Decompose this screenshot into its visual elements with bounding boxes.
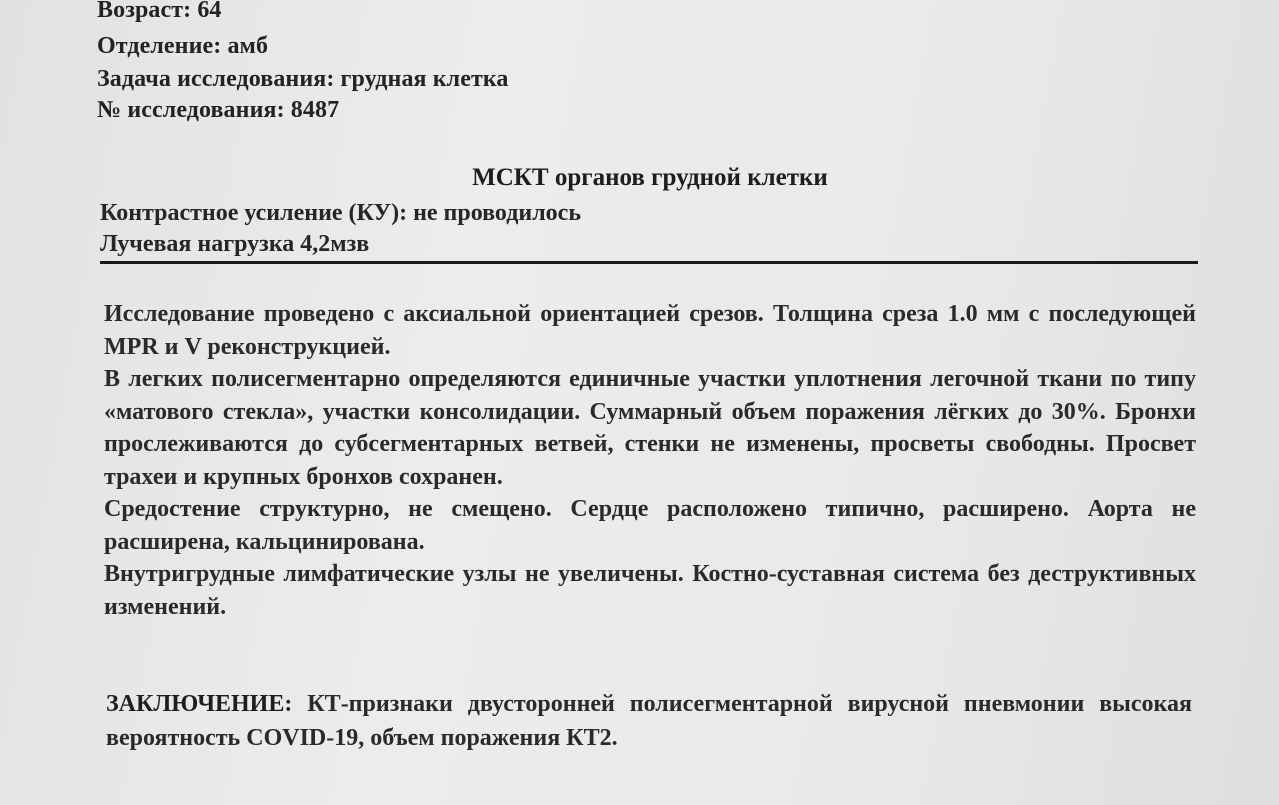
- department: Отделение: амб: [97, 33, 269, 59]
- contrast-line: Контрастное усиление (КУ): не проводилось: [100, 200, 582, 226]
- report-title: МСКТ органов грудной клетки: [472, 164, 828, 191]
- study-number: № исследования: 8487: [97, 97, 340, 123]
- findings: [104, 298, 1196, 623]
- findings-paragraph: Исследование проведено с аксиальной ориентацией срезов. Толщина среза 1.0 мм с последующей MPR и V реконструкцией.: [104, 301, 1196, 360]
- conclusion-label: ЗАКЛЮЧЕНИЕ:: [106, 691, 293, 717]
- divider: [100, 261, 1198, 264]
- findings-paragraph: Внутригрудные лимфатические узлы не увеличены. Костно-суставная система без деструктивных изменений.: [104, 561, 1196, 620]
- study-task: Задача исследования: грудная клетка: [97, 66, 509, 92]
- patient-age: Возраст: 64: [97, 0, 222, 23]
- conclusion-text: КТ-признаки двусторонней полисегментарной вирусной пневмонии высокая вероятность COVID-19, объем поражения КТ2.: [106, 691, 1193, 751]
- findings-paragraph: Средостение структурно, не смещено. Сердце расположено типично, расширено. Аорта не расширена, кальцинирована.: [104, 496, 1196, 555]
- findings-paragraph: В легких полисегментарно определяются единичные участки уплотнения легочной ткани по типу «матового стекла», участки консолидации. Суммарный объем поражения лёгких до 30%. Бронхи прослеживаются до субсегментарных ветвей, стенки не изменены, просветы свободны. Просвет трахеи и крупных бронхов сохранен.: [104, 366, 1196, 490]
- radiation-line: Лучевая нагрузка 4,2мзв: [100, 231, 370, 257]
- conclusion: [106, 687, 1192, 755]
